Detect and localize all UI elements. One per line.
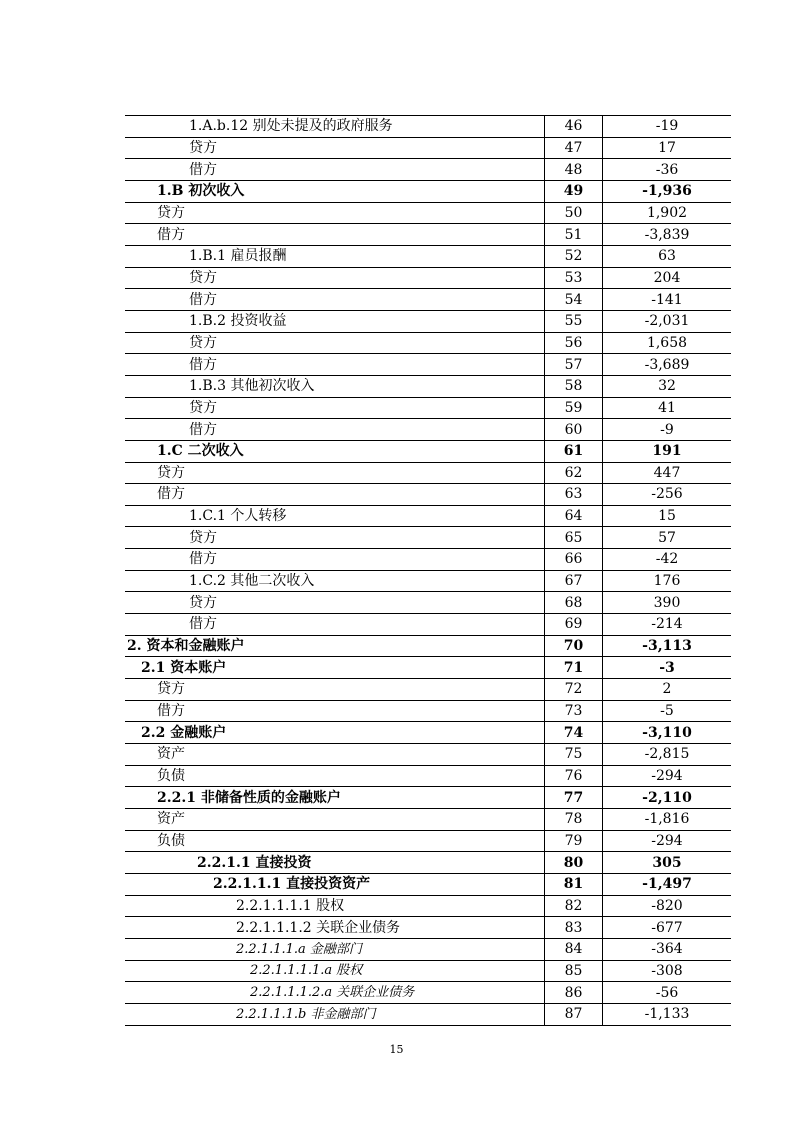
row-value: -3,110 [603, 722, 732, 744]
row-label: 2.1 资本账户 [125, 657, 545, 679]
row-value: -36 [603, 159, 732, 181]
row-number: 66 [545, 549, 603, 571]
row-label: 贷方 [125, 267, 545, 289]
row-label: 1.B.1 雇员报酬 [125, 245, 545, 267]
row-label: 资产 [125, 809, 545, 831]
balance-of-payments-table [125, 115, 731, 1026]
row-value: -3,839 [603, 224, 732, 246]
table-body [125, 116, 731, 1026]
table-row [125, 917, 731, 939]
table-row [125, 592, 731, 614]
row-number: 59 [545, 397, 603, 419]
row-number: 58 [545, 375, 603, 397]
table-row [125, 744, 731, 766]
row-number: 86 [545, 982, 603, 1004]
row-label: 2.2.1.1.1.2.a 关联企业债务 [125, 982, 545, 1004]
row-value: -256 [603, 484, 732, 506]
row-value: 63 [603, 245, 732, 267]
table-row [125, 809, 731, 831]
row-number: 61 [545, 440, 603, 462]
row-number: 54 [545, 289, 603, 311]
row-label: 负债 [125, 830, 545, 852]
row-value: -42 [603, 549, 732, 571]
row-label: 1.C.2 其他二次收入 [125, 570, 545, 592]
table-row [125, 549, 731, 571]
row-number: 85 [545, 960, 603, 982]
row-label: 借方 [125, 614, 545, 636]
row-number: 75 [545, 744, 603, 766]
table-row [125, 765, 731, 787]
row-value: -1,816 [603, 809, 732, 831]
table-row [125, 873, 731, 895]
row-number: 73 [545, 700, 603, 722]
row-number: 56 [545, 332, 603, 354]
row-value: -141 [603, 289, 732, 311]
row-value: 176 [603, 570, 732, 592]
table-row [125, 570, 731, 592]
row-value: -214 [603, 614, 732, 636]
row-label: 2.2.1.1.1.a 金融部门 [125, 938, 545, 960]
row-value: 41 [603, 397, 732, 419]
row-label: 2.2.1.1.1.1 股权 [125, 895, 545, 917]
row-number: 83 [545, 917, 603, 939]
table-row [125, 332, 731, 354]
row-label: 借方 [125, 484, 545, 506]
row-value: -364 [603, 938, 732, 960]
row-value: -3 [603, 657, 732, 679]
row-label: 1.C.1 个人转移 [125, 505, 545, 527]
table-row [125, 635, 731, 657]
row-value: -2,031 [603, 310, 732, 332]
row-number: 64 [545, 505, 603, 527]
row-number: 72 [545, 679, 603, 701]
row-label: 1.B 初次收入 [125, 180, 545, 202]
table-row [125, 787, 731, 809]
table-row [125, 440, 731, 462]
row-value: -308 [603, 960, 732, 982]
table-row [125, 245, 731, 267]
row-label: 借方 [125, 700, 545, 722]
row-value: 305 [603, 852, 732, 874]
table-row [125, 614, 731, 636]
table-row [125, 1003, 731, 1025]
table-row [125, 375, 731, 397]
row-number: 57 [545, 354, 603, 376]
row-value: -9 [603, 419, 732, 441]
row-number: 87 [545, 1003, 603, 1025]
table-row [125, 830, 731, 852]
table-row [125, 289, 731, 311]
table-row [125, 679, 731, 701]
table-row [125, 852, 731, 874]
row-number: 53 [545, 267, 603, 289]
row-number: 62 [545, 462, 603, 484]
table-row [125, 180, 731, 202]
table-row [125, 505, 731, 527]
row-label: 1.B.2 投资收益 [125, 310, 545, 332]
row-label: 贷方 [125, 332, 545, 354]
row-label: 贷方 [125, 202, 545, 224]
table-row [125, 267, 731, 289]
row-label: 贷方 [125, 527, 545, 549]
table-row [125, 159, 731, 181]
row-value: 447 [603, 462, 732, 484]
row-value: -19 [603, 116, 732, 138]
row-label: 2.2.1.1.1.1.a 股权 [125, 960, 545, 982]
row-label: 贷方 [125, 462, 545, 484]
table-row [125, 419, 731, 441]
table-row [125, 484, 731, 506]
row-value: 15 [603, 505, 732, 527]
row-value: 2 [603, 679, 732, 701]
table-row [125, 527, 731, 549]
row-label: 贷方 [125, 397, 545, 419]
row-label: 2.2.1.1 直接投资 [125, 852, 545, 874]
row-number: 70 [545, 635, 603, 657]
row-label: 1.A.b.12 别处未提及的政府服务 [125, 116, 545, 138]
row-number: 79 [545, 830, 603, 852]
row-number: 80 [545, 852, 603, 874]
row-label: 借方 [125, 354, 545, 376]
table-row [125, 224, 731, 246]
table-row [125, 657, 731, 679]
row-label: 借方 [125, 289, 545, 311]
row-number: 49 [545, 180, 603, 202]
row-number: 67 [545, 570, 603, 592]
table-row [125, 462, 731, 484]
row-number: 77 [545, 787, 603, 809]
table-row [125, 137, 731, 159]
row-value: -56 [603, 982, 732, 1004]
table-row [125, 982, 731, 1004]
row-number: 71 [545, 657, 603, 679]
row-value: -2,815 [603, 744, 732, 766]
row-number: 63 [545, 484, 603, 506]
row-number: 48 [545, 159, 603, 181]
row-label: 贷方 [125, 137, 545, 159]
row-value: 57 [603, 527, 732, 549]
row-number: 68 [545, 592, 603, 614]
row-value: 191 [603, 440, 732, 462]
row-number: 76 [545, 765, 603, 787]
row-value: -677 [603, 917, 732, 939]
row-label: 贷方 [125, 679, 545, 701]
table-row [125, 310, 731, 332]
table-row [125, 116, 731, 138]
row-value: 17 [603, 137, 732, 159]
row-number: 60 [545, 419, 603, 441]
row-label: 资产 [125, 744, 545, 766]
row-label: 贷方 [125, 592, 545, 614]
row-value: 1,902 [603, 202, 732, 224]
row-value: -3,689 [603, 354, 732, 376]
row-value: 204 [603, 267, 732, 289]
row-value: -1,497 [603, 873, 732, 895]
row-value: 390 [603, 592, 732, 614]
row-label: 借方 [125, 224, 545, 246]
row-label: 借方 [125, 419, 545, 441]
row-label: 2. 资本和金融账户 [125, 635, 545, 657]
row-number: 52 [545, 245, 603, 267]
row-number: 65 [545, 527, 603, 549]
row-value: -3,113 [603, 635, 732, 657]
table-row [125, 895, 731, 917]
row-number: 78 [545, 809, 603, 831]
row-value: -2,110 [603, 787, 732, 809]
row-label: 2.2.1 非储备性质的金融账户 [125, 787, 545, 809]
row-number: 50 [545, 202, 603, 224]
row-value: -1,936 [603, 180, 732, 202]
row-number: 51 [545, 224, 603, 246]
table-row [125, 397, 731, 419]
row-label: 2.2.1.1.1.b 非金融部门 [125, 1003, 545, 1025]
row-value: 32 [603, 375, 732, 397]
table-row [125, 202, 731, 224]
row-number: 47 [545, 137, 603, 159]
row-number: 81 [545, 873, 603, 895]
table-row [125, 960, 731, 982]
row-label: 2.2.1.1.1.2 关联企业债务 [125, 917, 545, 939]
row-number: 82 [545, 895, 603, 917]
row-label: 2.2 金融账户 [125, 722, 545, 744]
row-label: 2.2.1.1.1 直接投资资产 [125, 873, 545, 895]
table-row [125, 722, 731, 744]
page-number: 15 [389, 1043, 404, 1056]
row-value: -294 [603, 830, 732, 852]
row-label: 负债 [125, 765, 545, 787]
row-label: 1.B.3 其他初次收入 [125, 375, 545, 397]
row-value: -1,133 [603, 1003, 732, 1025]
row-label: 1.C 二次收入 [125, 440, 545, 462]
row-number: 55 [545, 310, 603, 332]
table-row [125, 938, 731, 960]
row-number: 74 [545, 722, 603, 744]
row-value: -820 [603, 895, 732, 917]
row-number: 46 [545, 116, 603, 138]
row-value: -294 [603, 765, 732, 787]
row-number: 84 [545, 938, 603, 960]
row-value: 1,658 [603, 332, 732, 354]
row-label: 借方 [125, 159, 545, 181]
row-label: 借方 [125, 549, 545, 571]
row-number: 69 [545, 614, 603, 636]
row-value: -5 [603, 700, 732, 722]
table-row [125, 700, 731, 722]
table-row [125, 354, 731, 376]
